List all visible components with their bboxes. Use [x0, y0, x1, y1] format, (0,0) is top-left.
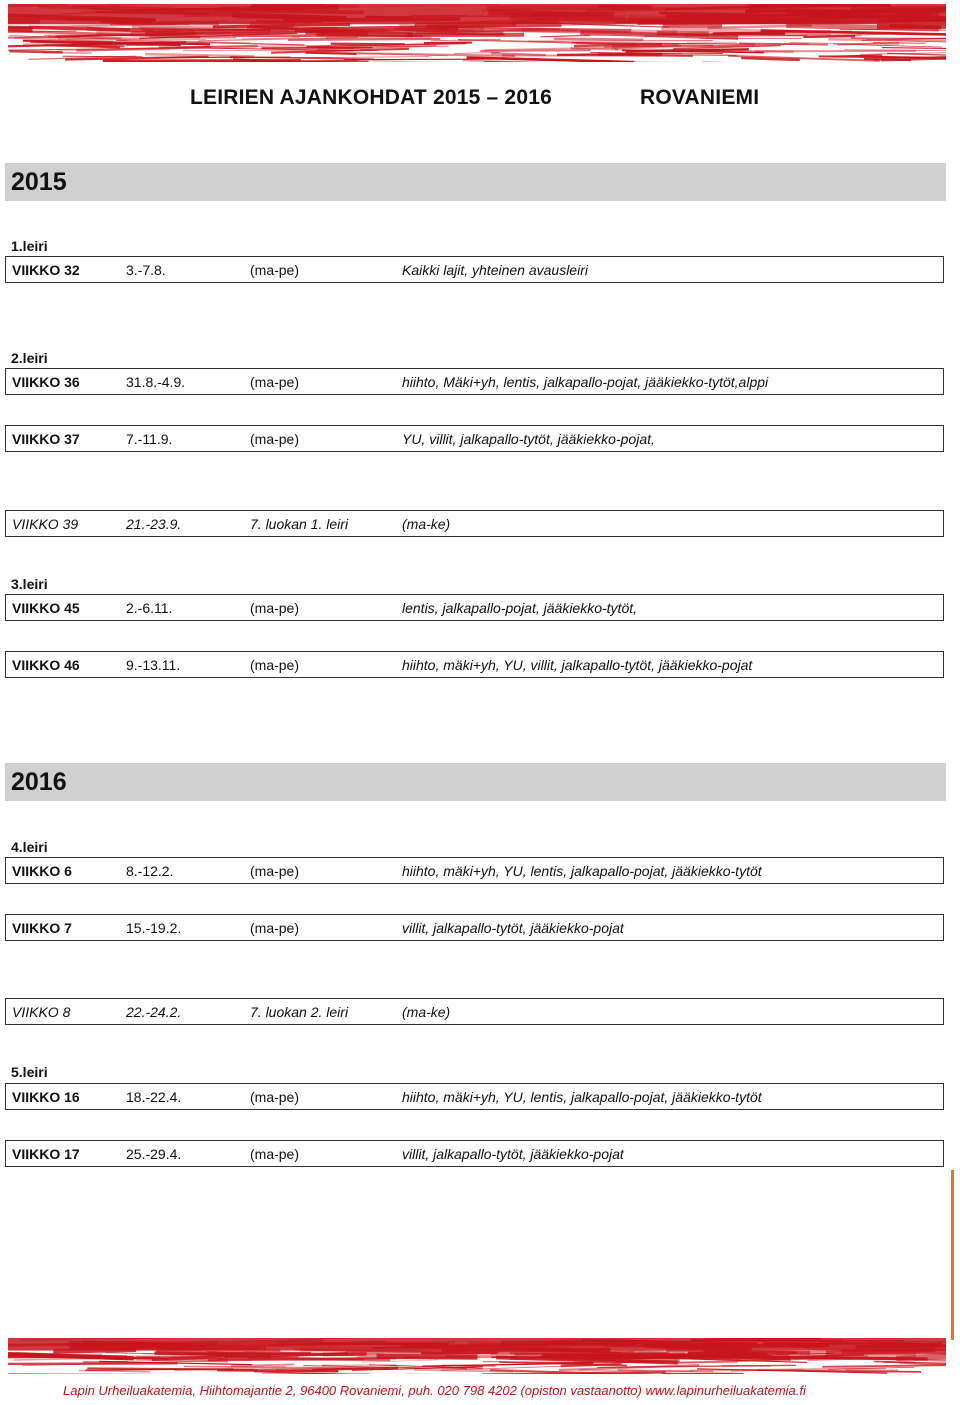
- week-cell: VIIKKO 17: [12, 1146, 80, 1162]
- camp-label: 2.leiri: [11, 350, 48, 366]
- sports-cell: hiihto, Mäki+yh, lentis, jalkapallo-pojat, jääkiekko-tytöt,alppi: [402, 374, 769, 390]
- week-cell: VIIKKO 32: [12, 262, 80, 278]
- red-streak-graphic: [8, 1338, 946, 1374]
- days-cell: (ma-pe): [250, 374, 300, 390]
- days-cell: (ma-pe): [250, 657, 300, 673]
- page-location: ROVANIEMI: [640, 86, 760, 109]
- page-title: LEIRIEN AJANKOHDAT 2015 – 2016: [190, 86, 552, 109]
- days-cell: (ma-pe): [250, 1089, 300, 1105]
- schedule-row: [5, 914, 944, 941]
- sports-cell: (ma-ke): [402, 1004, 451, 1020]
- days-cell: 7. luokan 1. leiri: [250, 516, 349, 532]
- sports-cell: lentis, jalkapallo-pojat, jääkiekko-tytöt,: [402, 600, 638, 616]
- red-streak-graphic: [8, 4, 946, 62]
- week-cell: VIIKKO 39: [12, 516, 79, 532]
- days-cell: (ma-pe): [250, 431, 300, 447]
- camp-label: 5.leiri: [11, 1064, 48, 1080]
- camp-label: 1.leiri: [11, 238, 48, 254]
- dates-cell: 25.-29.4.: [126, 1146, 182, 1162]
- schedule-row: [5, 1083, 944, 1110]
- year-label: 2015: [11, 168, 67, 196]
- year-heading-2015: [5, 163, 946, 201]
- footer-contact: Lapin Urheiluakatemia, Hiihtomajantie 2, 96400 Rovaniemi, puh. 020 798 4202 (opiston vastaanotto) www.lapinurheiluakatemia.fi: [63, 1383, 806, 1398]
- sports-cell: (ma-ke): [402, 516, 451, 532]
- week-cell: VIIKKO 36: [12, 374, 80, 390]
- top-decorative-banner: [8, 4, 946, 62]
- days-cell: 7. luokan 2. leiri: [250, 1004, 349, 1020]
- days-cell: (ma-pe): [250, 920, 300, 936]
- schedule-row: [5, 998, 944, 1025]
- dates-cell: 9.-13.11.: [126, 657, 181, 673]
- camp-label: 3.leiri: [11, 576, 48, 592]
- sports-cell: hiihto, mäki+yh, YU, villit, jalkapallo-tytöt, jääkiekko-pojat: [402, 657, 753, 673]
- dates-cell: 8.-12.2.: [126, 863, 174, 879]
- week-cell: VIIKKO 6: [12, 863, 72, 879]
- week-cell: VIIKKO 7: [12, 920, 72, 936]
- sports-cell: villit, jalkapallo-tytöt, jääkiekko-pojat: [402, 1146, 624, 1162]
- dates-cell: 15.-19.2.: [126, 920, 182, 936]
- sports-cell: YU, villit, jalkapallo-tytöt, jääkiekko-pojat,: [402, 431, 655, 447]
- dates-cell: 31.8.-4.9.: [126, 374, 186, 390]
- week-cell: VIIKKO 37: [12, 431, 80, 447]
- dates-cell: 22.-24.2.: [126, 1004, 182, 1020]
- sports-cell: hiihto, mäki+yh, YU, lentis, jalkapallo-pojat, jääkiekko-tytöt: [402, 1089, 762, 1105]
- dates-cell: 21.-23.9.: [126, 516, 182, 532]
- days-cell: (ma-pe): [250, 863, 300, 879]
- side-accent-line: [951, 1170, 954, 1340]
- schedule-row: [5, 594, 944, 621]
- week-cell: VIIKKO 45: [12, 600, 80, 616]
- schedule-row: [5, 256, 944, 283]
- dates-cell: 2.-6.11.: [126, 600, 173, 616]
- sports-cell: villit, jalkapallo-tytöt, jääkiekko-pojat: [402, 920, 624, 936]
- schedule-row: [5, 368, 944, 395]
- schedule-row: [5, 1140, 944, 1167]
- week-cell: VIIKKO 46: [12, 657, 80, 673]
- sports-cell: hiihto, mäki+yh, YU, lentis, jalkapallo-pojat, jääkiekko-tytöt: [402, 863, 762, 879]
- camp-label: 4.leiri: [11, 839, 48, 855]
- days-cell: (ma-pe): [250, 262, 300, 278]
- schedule-row: [5, 425, 944, 452]
- dates-cell: 7.-11.9.: [126, 431, 173, 447]
- days-cell: (ma-pe): [250, 1146, 300, 1162]
- year-label: 2016: [11, 768, 67, 796]
- week-cell: VIIKKO 16: [12, 1089, 80, 1105]
- week-cell: VIIKKO 8: [12, 1004, 71, 1020]
- schedule-row: [5, 510, 944, 537]
- year-heading-2016: [5, 763, 946, 801]
- bottom-decorative-banner: [8, 1338, 946, 1374]
- schedule-row: [5, 651, 944, 678]
- schedule-row: [5, 857, 944, 884]
- sports-cell: Kaikki lajit, yhteinen avausleiri: [402, 262, 588, 278]
- dates-cell: 18.-22.4.: [126, 1089, 182, 1105]
- days-cell: (ma-pe): [250, 600, 300, 616]
- dates-cell: 3.-7.8.: [126, 262, 166, 278]
